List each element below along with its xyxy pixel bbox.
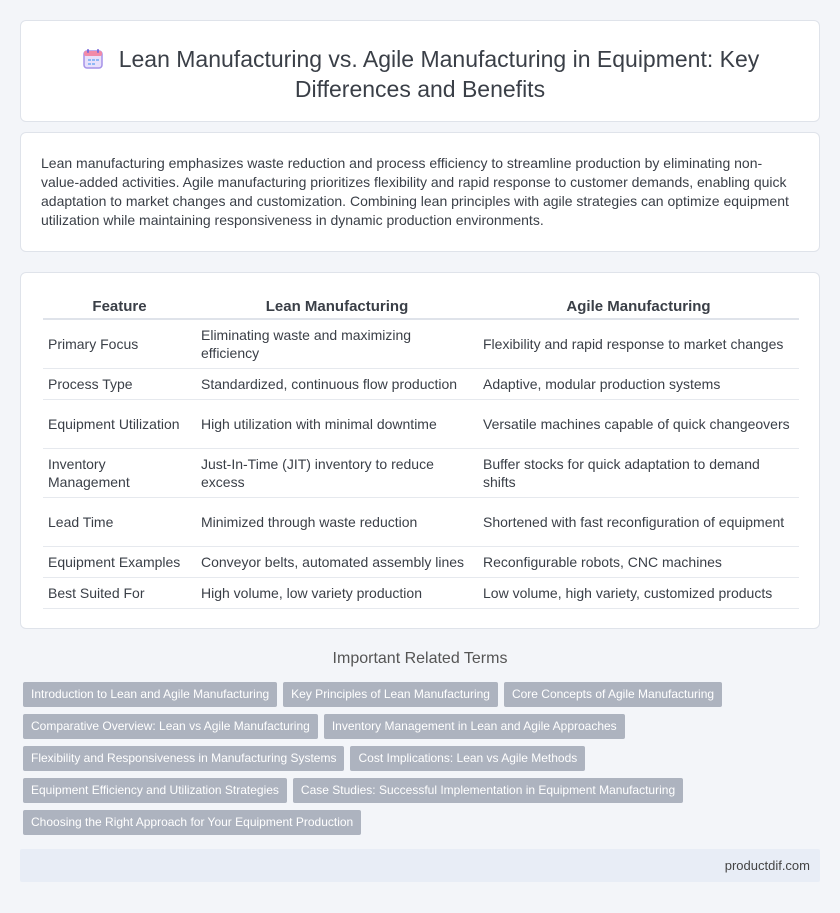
table-row xyxy=(43,369,799,400)
column-header-lean: Lean Manufacturing xyxy=(196,293,478,320)
feature-cell: Equipment Examples xyxy=(43,547,196,578)
related-term-tag[interactable]: Core Concepts of Agile Manufacturing xyxy=(504,682,722,707)
intro-paragraph: Lean manufacturing emphasizes waste reduction and process efficiency to streamline production by eliminating non-value-added activities. Agile manufacturing prioritizes flexibility and rapid response to customer demands, enabling quick adaptation to market changes and customization. Combining lean principles with agile strategies can optimize equipment utilization while maintaining responsiveness in dynamic production environments. xyxy=(41,155,789,228)
agile-cell: Buffer stocks for quick adaptation to demand shifts xyxy=(478,449,799,498)
related-term-tag[interactable]: Case Studies: Successful Implementation in Equipment Manufacturing xyxy=(293,778,683,803)
feature-cell: Best Suited For xyxy=(43,578,196,609)
table-row xyxy=(43,320,799,369)
related-term-tag[interactable]: Cost Implications: Lean vs Agile Methods xyxy=(350,746,585,771)
table-header-row xyxy=(43,293,799,320)
agile-cell: Shortened with fast reconfiguration of equipment xyxy=(478,498,799,547)
table-row xyxy=(43,578,799,609)
lean-cell: High utilization with minimal downtime xyxy=(196,400,478,449)
page-title-row xyxy=(21,44,819,104)
agile-cell: Flexibility and rapid response to market changes xyxy=(478,320,799,369)
feature-cell: Inventory Management xyxy=(43,449,196,498)
footer-site-link[interactable]: productdif.com xyxy=(724,858,810,873)
related-terms-heading: Important Related Terms xyxy=(332,650,508,667)
intro-card xyxy=(20,132,820,252)
lean-cell: Just-In-Time (JIT) inventory to reduce excess xyxy=(196,449,478,498)
table-row xyxy=(43,449,799,498)
lean-cell: Conveyor belts, automated assembly lines xyxy=(196,547,478,578)
column-header-feature: Feature xyxy=(43,293,196,320)
lean-cell: High volume, low variety production xyxy=(196,578,478,609)
feature-cell: Lead Time xyxy=(43,498,196,547)
related-term-tag[interactable]: Key Principles of Lean Manufacturing xyxy=(283,682,498,707)
related-term-tag[interactable]: Comparative Overview: Lean vs Agile Manufacturing xyxy=(23,714,318,739)
feature-cell: Process Type xyxy=(43,369,196,400)
calendar-icon xyxy=(81,47,105,71)
related-term-tag[interactable]: Inventory Management in Lean and Agile Approaches xyxy=(324,714,625,739)
column-header-agile: Agile Manufacturing xyxy=(478,293,799,320)
agile-cell: Adaptive, modular production systems xyxy=(478,369,799,400)
agile-cell: Reconfigurable robots, CNC machines xyxy=(478,547,799,578)
lean-cell: Eliminating waste and maximizing efficiency xyxy=(196,320,478,369)
related-term-tag[interactable]: Choosing the Right Approach for Your Equipment Production xyxy=(23,810,361,835)
table-row xyxy=(43,498,799,547)
lean-cell: Standardized, continuous flow production xyxy=(196,369,478,400)
table-row xyxy=(43,547,799,578)
comparison-table-card xyxy=(20,272,820,629)
related-term-tag[interactable]: Equipment Efficiency and Utilization Strategies xyxy=(23,778,287,803)
comparison-table xyxy=(43,293,799,609)
agile-cell: Low volume, high variety, customized products xyxy=(478,578,799,609)
related-terms-list xyxy=(23,682,813,842)
agile-cell: Versatile machines capable of quick changeovers xyxy=(478,400,799,449)
related-term-tag[interactable]: Flexibility and Responsiveness in Manufacturing Systems xyxy=(23,746,344,771)
feature-cell: Equipment Utilization xyxy=(43,400,196,449)
lean-cell: Minimized through waste reduction xyxy=(196,498,478,547)
feature-cell: Primary Focus xyxy=(43,320,196,369)
related-term-tag[interactable]: Introduction to Lean and Agile Manufacturing xyxy=(23,682,277,707)
page-title: Lean Manufacturing vs. Agile Manufacturing in Equipment: Key Differences and Benefits xyxy=(118,46,760,102)
header-card xyxy=(20,20,820,122)
table-row xyxy=(43,400,799,449)
footer-bar xyxy=(20,849,820,882)
